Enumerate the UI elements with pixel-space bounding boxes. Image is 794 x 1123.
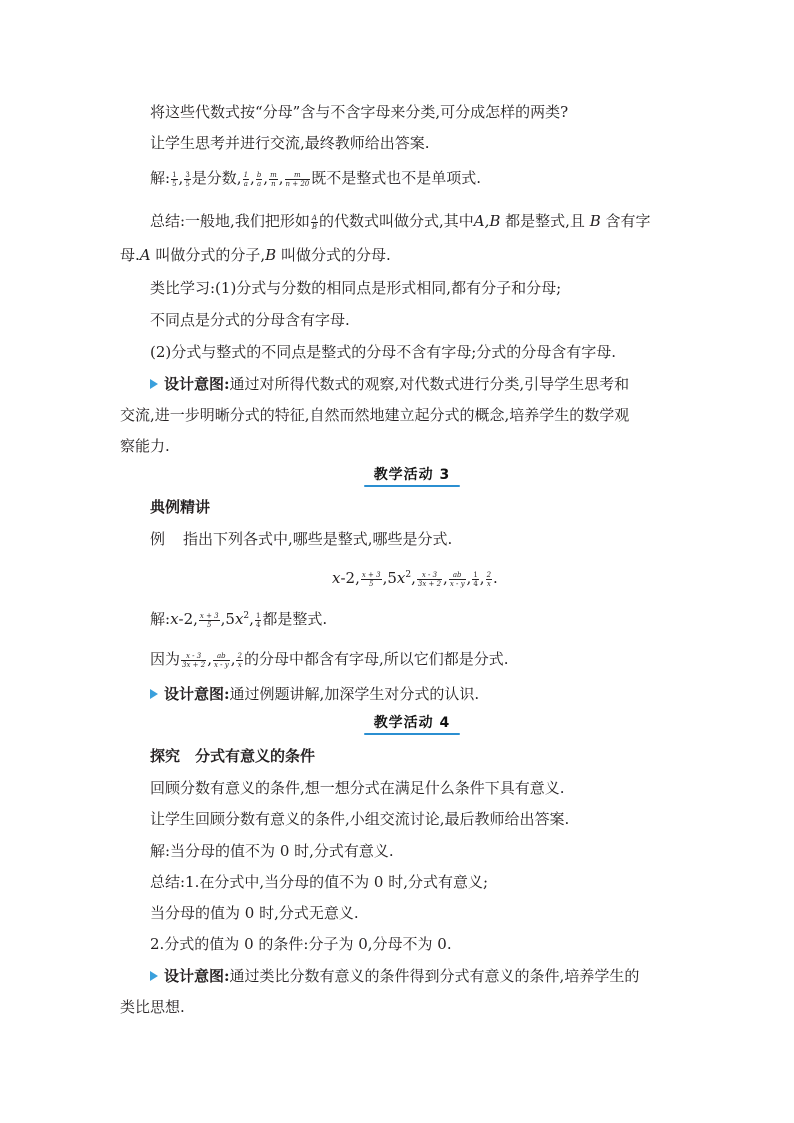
review-line-6: 2.分式的值为 0 的条件:分子为 0,分母不为 0. [150, 935, 452, 953]
fraction: $\frac{1}{5}$ [172, 170, 177, 188]
triangle-marker-icon [150, 379, 158, 389]
fraction: $\frac{A}{B}$ [311, 213, 317, 231]
fraction: $\frac{1}{a}$ [243, 170, 249, 188]
fraction: $\frac{ab}{x - y}$ [449, 570, 465, 588]
banner-underline [364, 485, 460, 487]
fraction: $\frac{b}{a}$ [256, 170, 262, 188]
design-intent-1-cont: 交流,进一步明晰分式的特征,自然而然地建立起分式的概念,培养学生的数学观 [120, 406, 630, 424]
analogy-line-2: 不同点是分式的分母含有字母. [150, 311, 350, 329]
summary-line-1: 总结:一般地,我们把形如 $\frac{A}{B}$ 的代数式叫做分式,其中A,B 都是整式,且 B 含有字 [150, 212, 651, 231]
review-line-1: 回顾分数有意义的条件,想一想分式在满足什么条件下具有意义. [150, 779, 565, 797]
triangle-marker-icon [150, 971, 158, 981]
fraction: $\frac{x - 3}{3x + 2}$ [417, 570, 442, 588]
question-line: 将这些代数式按“分母”含与不含字母来分类,可分成怎样的两类? [150, 103, 569, 121]
fraction: $\frac{2}{x}$ [237, 651, 242, 669]
triangle-marker-icon [150, 689, 158, 699]
design-intent-1-cont: 察能力. [120, 437, 170, 455]
fraction: $\frac{x + 3}{5}$ [361, 570, 381, 588]
review-line-2: 让学生回顾分数有意义的条件,小组交流讨论,最后教师给出答案. [150, 810, 570, 828]
fraction: $\frac{1}{4}$ [473, 570, 478, 588]
fraction: $\frac{3}{5}$ [185, 170, 190, 188]
banner-underline [364, 733, 460, 735]
fraction: $\frac{2}{x}$ [486, 570, 492, 588]
review-line-3: 解:当分母的值不为 0 时,分式有意义. [150, 842, 394, 860]
design-intent-3-cont: 类比思想. [120, 998, 185, 1016]
analogy-line-3: (2)分式与整式的不同点是整式的分母不含有字母;分式的分母含有字母. [150, 343, 617, 361]
example-line: 例 指出下列各式中,哪些是整式,哪些是分式. [150, 530, 453, 548]
fraction: $\frac{x - 3}{3x + 2}$ [182, 651, 206, 669]
example-expression: x-2, $\frac{x + 3}{5}$ $,5x^2$, $\frac{x - 3}{3x + 2}$ , $\frac{ab}{x - y}$ , $\frac{1}{4}$ , $\frac{2}{x}$ . [332, 569, 498, 588]
fraction: $\frac{m}{n}$ [270, 170, 277, 188]
design-intent-3: 设计意图:通过类比分数有意义的条件得到分式有意义的条件,培养学生的 [150, 966, 639, 986]
analogy-line-1: 类比学习:(1)分式与分数的相同点是形式相同,都有分子和分母; [150, 279, 562, 297]
fraction: $\frac{x + 3}{5}$ [199, 611, 219, 629]
summary-line-2: 母.A 叫做分式的分子,B 叫做分式的分母. [120, 246, 391, 264]
review-line-5: 当分母的值为 0 时,分式无意义. [150, 904, 359, 922]
design-intent-2: 设计意图:通过例题讲解,加深学生对分式的认识. [150, 684, 479, 704]
review-line-4: 总结:1.在分式中,当分母的值不为 0 时,分式有意义; [150, 873, 489, 891]
because-line: 因为 $\frac{x - 3}{3x + 2}$ , $\frac{ab}{x - y}$ , $\frac{2}{x}$ 的分母中都含有字母,所以它们都是分式. [150, 650, 509, 669]
solution-line-2: 解:x-2, $\frac{x + 3}{5}$ $,5x^2$, $\frac{1}{4}$ 都是整式. [150, 610, 328, 629]
activity-4-banner: 教学活动 4 [368, 711, 456, 733]
activity-3-banner: 教学活动 3 [368, 463, 456, 485]
design-intent-1: 设计意图:通过对所得代数式的观察,对代数式进行分类,引导学生思考和 [150, 374, 629, 394]
instruction-line: 让学生思考并进行交流,最终教师给出答案. [150, 134, 430, 152]
fraction: $\frac{m}{n + 20}$ [285, 170, 310, 188]
fraction: $\frac{1}{4}$ [255, 611, 261, 629]
section-title-explore: 探究 分式有意义的条件 [150, 747, 316, 765]
section-title-examples: 典例精讲 [150, 498, 211, 516]
solution-line-1: 解: $\frac{1}{5}$ , $\frac{3}{5}$ 是分数, $\frac{1}{a}$ , $\frac{b}{a}$ , $\frac{m}{n}$ , $\frac{m}{n + 20}$ 既不是整式也不是单项式. [150, 169, 482, 188]
fraction: $\frac{ab}{x - y}$ [213, 651, 229, 669]
